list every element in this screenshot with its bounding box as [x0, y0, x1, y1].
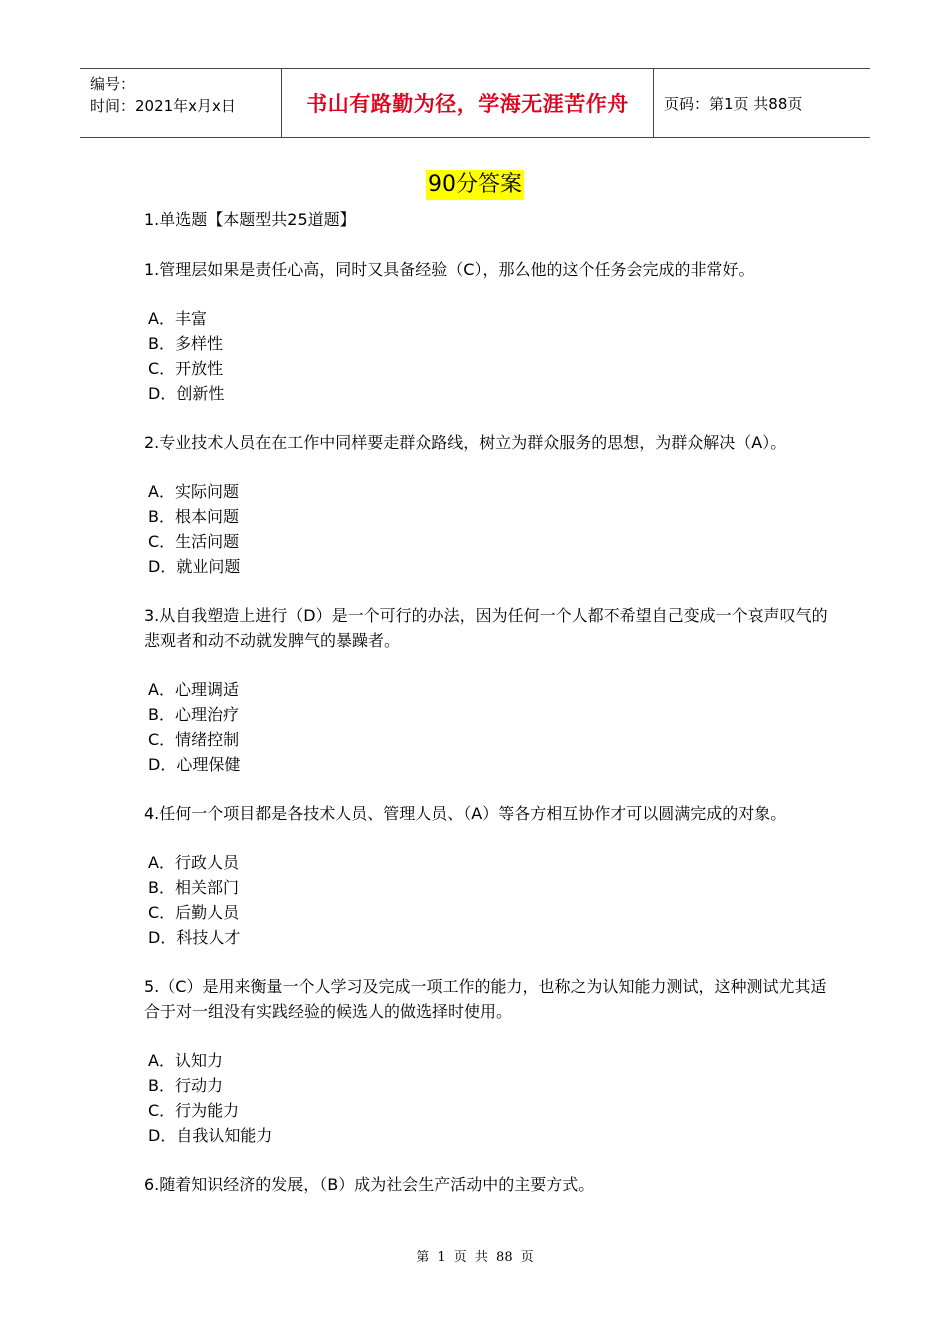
question-item [144, 974, 834, 1148]
question-item [144, 801, 834, 950]
question-list [144, 257, 834, 1197]
option-list [144, 479, 834, 579]
question-stem: 2.专业技术人员在在工作中同样要走群众路线，树立为群众服务的思想，为群众解决（A）。 [144, 433, 787, 452]
option-item: A．实际问题 [148, 482, 239, 501]
option-item: B．根本问题 [148, 507, 239, 526]
page-footer: 第 1 页 共 88 页 [416, 1250, 534, 1265]
header-number-label: 编号： [90, 75, 136, 93]
question-stem: 4.任何一个项目都是各技术人员、管理人员、（A）等各方相互协作才可以圆满完成的对象。 [144, 804, 787, 823]
option-item: C．开放性 [148, 359, 224, 378]
option-item: C．行为能力 [148, 1101, 240, 1120]
option-list [144, 306, 834, 406]
header-motto: 书山有路勤为径，学海无涯苦作舟 [282, 69, 654, 137]
option-item: C．生活问题 [148, 532, 240, 551]
header-time-label: 时间：2021年x月x日 [90, 97, 236, 115]
question-item [144, 430, 834, 579]
option-item: B．心理治疗 [148, 705, 239, 724]
question-stem: 5.（C）是用来衡量一个人学习及完成一项工作的能力，也称之为认知能力测试，这种测试尤其适合于对一组没有实践经验的候选人的做选择时使用。 [144, 977, 827, 1021]
option-item: A．行政人员 [148, 853, 239, 872]
question-stem: 1.管理层如果是责任心高，同时又具备经验（C），那么他的这个任务会完成的非常好。 [144, 260, 755, 279]
question-stem: 3.从自我塑造上进行（D）是一个可行的办法，因为任何一个人都不希望自己变成一个哀声叹气的悲观者和动不动就发脾气的暴躁者。 [144, 606, 828, 650]
option-list [144, 850, 834, 950]
option-item: B．行动力 [148, 1076, 223, 1095]
option-item: D．创新性 [148, 384, 225, 403]
option-item: A．丰富 [148, 309, 207, 328]
section-heading: 1.单选题【本题型共25道题】 [144, 210, 356, 229]
option-item: C．后勤人员 [148, 903, 240, 922]
option-list [144, 1048, 834, 1148]
option-item: D．科技人才 [148, 928, 241, 947]
question-item [144, 1172, 834, 1197]
option-item: B．相关部门 [148, 878, 239, 897]
page-header [80, 68, 870, 138]
header-meta [80, 69, 282, 137]
option-item: C．情绪控制 [148, 730, 240, 749]
document-body [144, 207, 834, 1221]
option-item: B．多样性 [148, 334, 223, 353]
document-title: 90分答案 [426, 170, 524, 200]
option-item: A．心理调适 [148, 680, 239, 699]
question-stem: 6.随着知识经济的发展，（B）成为社会生产活动中的主要方式。 [144, 1175, 595, 1194]
question-item [144, 603, 834, 777]
question-item [144, 257, 834, 406]
option-item: D．就业问题 [148, 557, 241, 576]
header-page-info: 页码：第1页 共88页 [664, 94, 803, 113]
option-item: A．认知力 [148, 1051, 223, 1070]
option-list [144, 677, 834, 777]
title-container [0, 170, 950, 200]
option-item: D．心理保健 [148, 755, 241, 774]
option-item: D．自我认知能力 [148, 1126, 273, 1145]
